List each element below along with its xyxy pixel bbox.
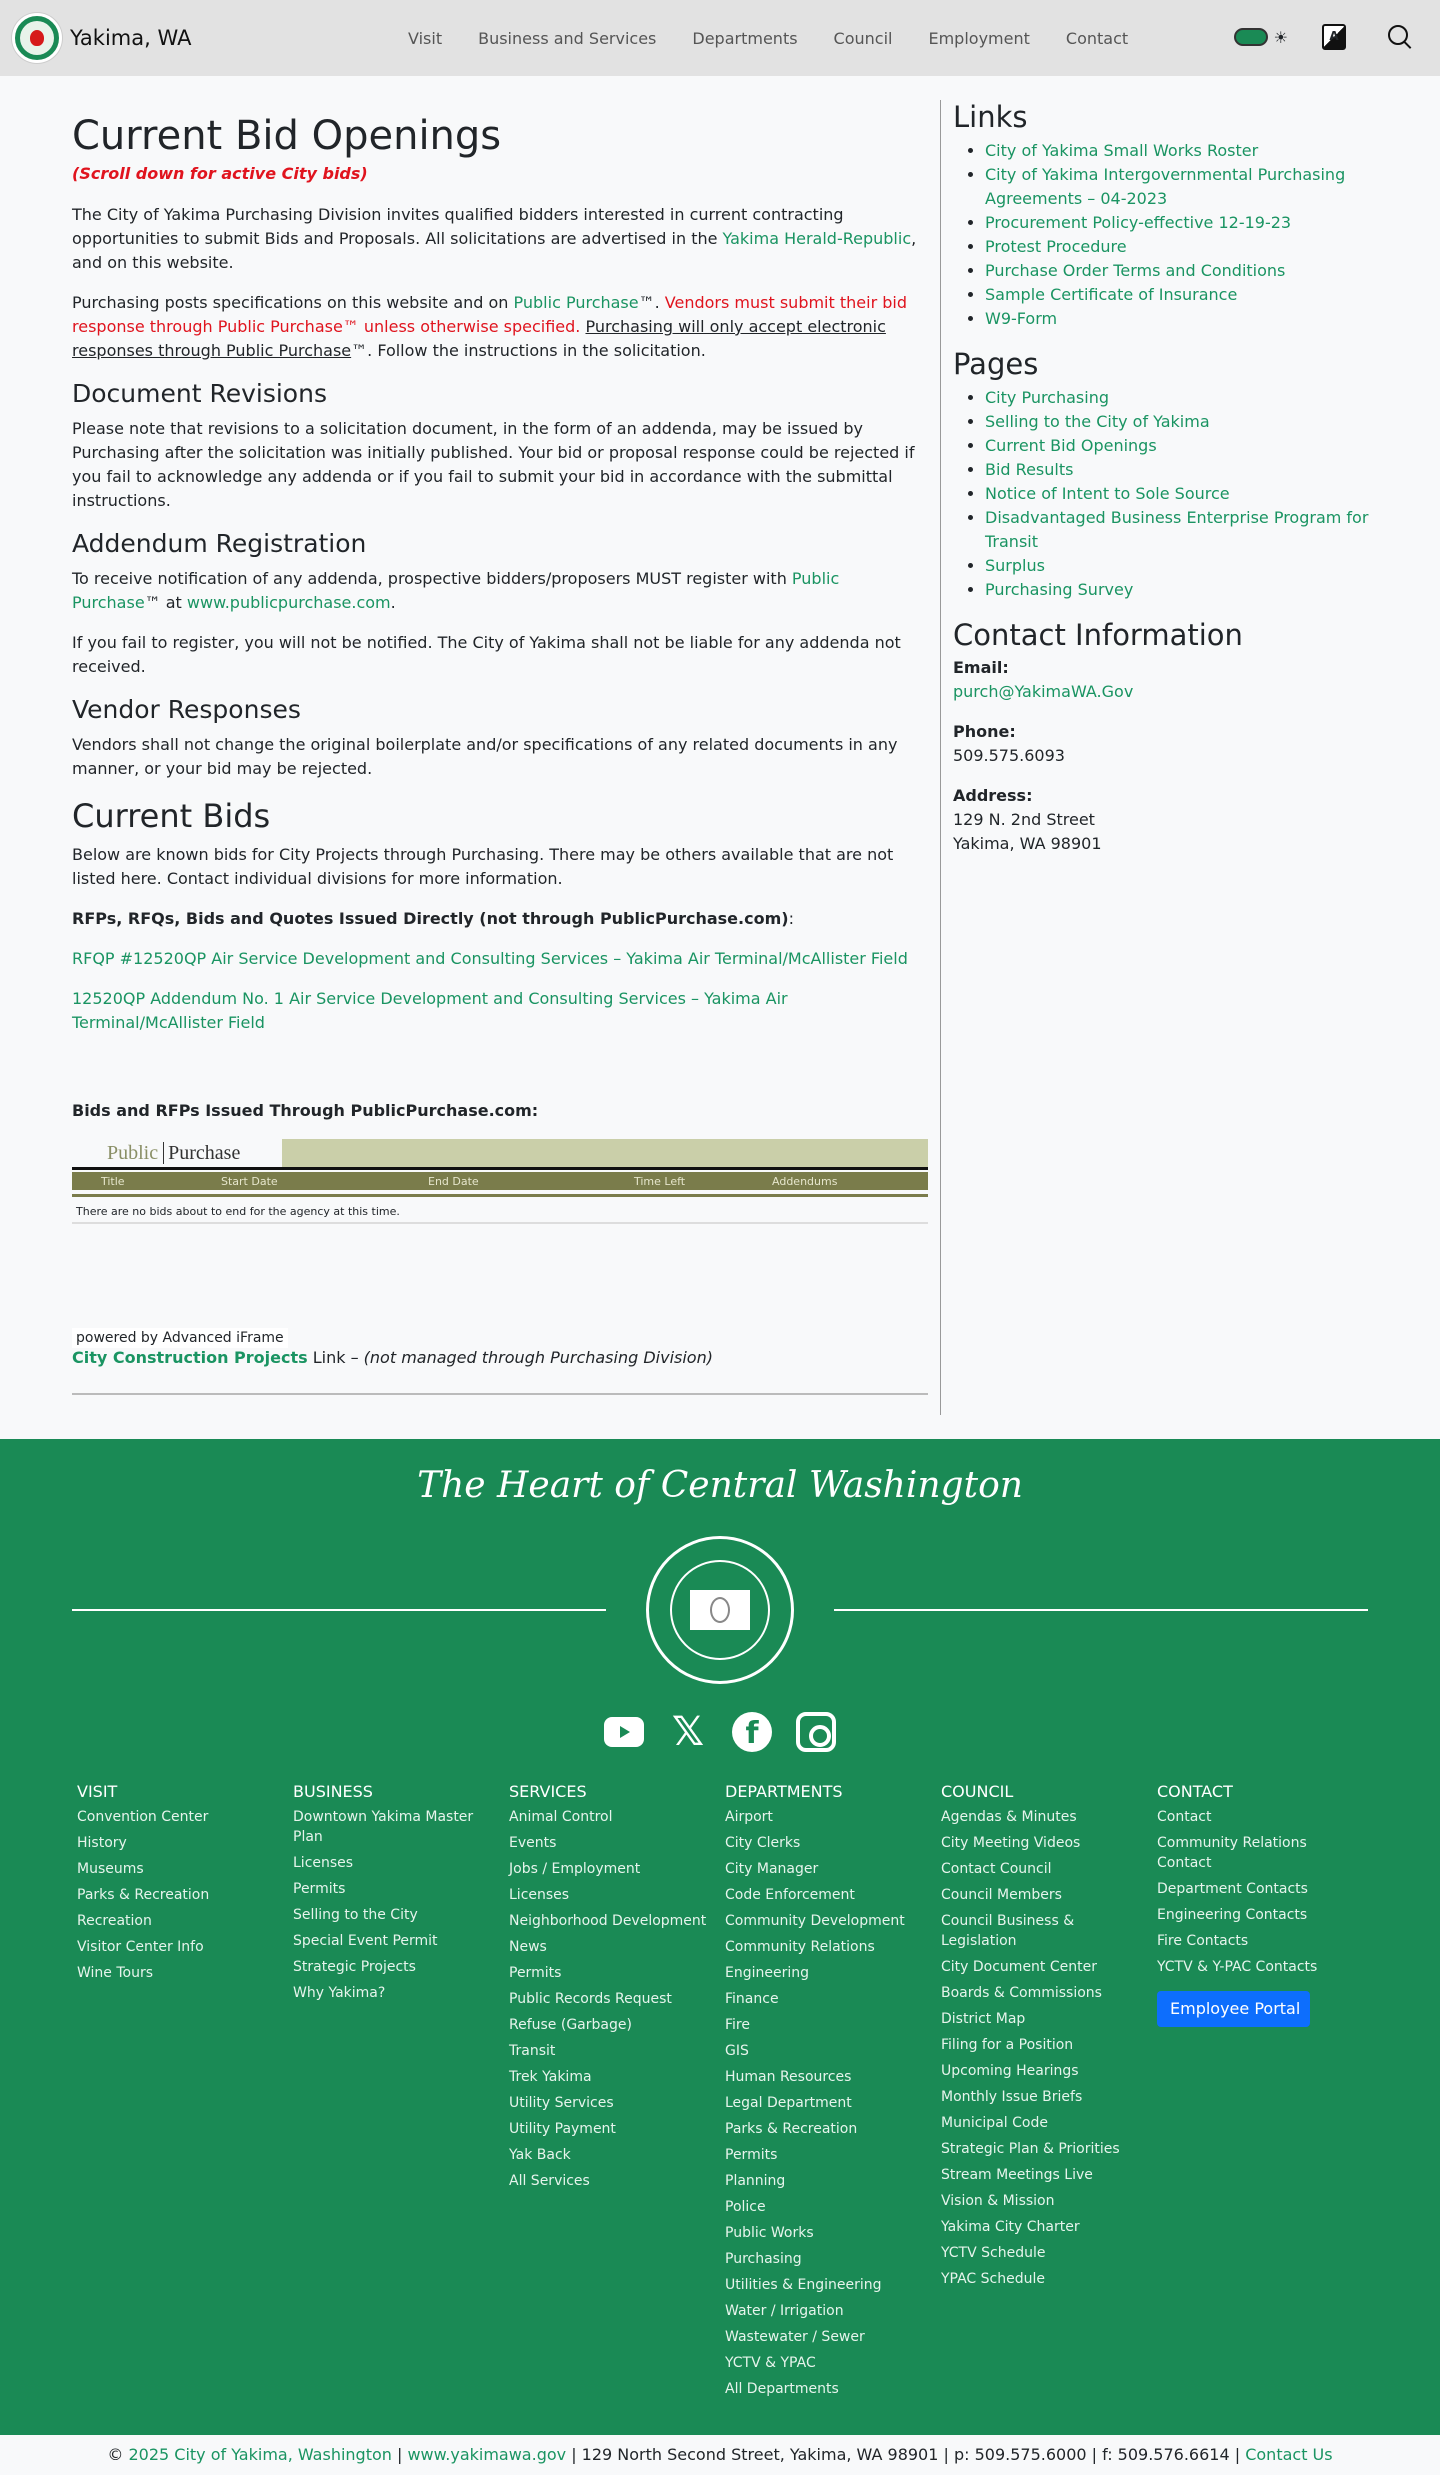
seal-row: [72, 1536, 1368, 1684]
public-purchase-logo: Public Purchase: [107, 1142, 241, 1164]
apple-icon: [710, 1597, 730, 1623]
pp-table-header: [72, 1172, 928, 1194]
footer-link[interactable]: Council Business & Legislation: [941, 1913, 1075, 1949]
sidebar-page[interactable]: Bid Results: [985, 459, 1074, 479]
pages-list: [953, 386, 1370, 602]
employee-portal-button[interactable]: Employee Portal: [1157, 1991, 1310, 2027]
footer-link[interactable]: Wine Tours: [77, 1965, 154, 1981]
phone-value: 509.575.6093: [953, 746, 1065, 766]
footer-link[interactable]: Animal Control: [509, 1809, 613, 1825]
powered-by: powered by Advanced iFrame: [72, 1328, 288, 1348]
footer-link[interactable]: Department Contacts: [1157, 1881, 1308, 1897]
footer-link[interactable]: Licenses: [293, 1855, 354, 1871]
footer-link[interactable]: Fire: [725, 2017, 750, 2033]
address-label: Address:: [953, 786, 1033, 806]
col-addendums[interactable]: Addendums: [772, 1174, 838, 1188]
site-link[interactable]: www.yakimawa.gov: [407, 2445, 567, 2464]
footer-link[interactable]: GIS: [725, 2043, 749, 2059]
vendor-heading: Vendor Responses: [72, 695, 301, 724]
footer-link[interactable]: Selling to the City: [293, 1907, 418, 1923]
footer-col-departments: DEPARTMENTS Airport City Clerks City Manager Code Enforcement Community Development Community Relations Engineering Finance Fire GIS Human Resources Legal Department Parks & Recreation Permits Planning Police Public Works Purchasing Utilities & Engineering Water / Irrigation Wastewater / Sewer YCTV & YPAC All Departments: [720, 1782, 936, 2405]
footer-link[interactable]: Engineering Contacts: [1157, 1907, 1308, 1923]
page-body: [0, 76, 1440, 1415]
footer-link[interactable]: Filing for a Position: [941, 2037, 1074, 2053]
footer-link[interactable]: Public Works: [725, 2225, 814, 2241]
footer-link[interactable]: YCTV Schedule: [941, 2245, 1046, 2261]
footer-col-contact: CONTACT Contact Community Relations Contact Department Contacts Engineering Contacts Fire Contacts YCTV & Y-PAC Contacts Employee Portal: [1152, 1782, 1368, 2405]
footer-link[interactable]: Agendas & Minutes: [941, 1809, 1077, 1825]
footer-link[interactable]: Municipal Code: [941, 2115, 1048, 2131]
footer-link[interactable]: Museums: [77, 1861, 144, 1877]
direct-heading: RFPs, RFQs, Bids and Quotes Issued Directly (not through PublicPurchase.com):: [72, 909, 794, 928]
nav-contact[interactable]: Contact: [1065, 28, 1129, 48]
x-twitter-icon[interactable]: 𝕏: [671, 1709, 705, 1755]
public-purchase-paragraph: Purchasing posts specifications on this website and on Public Purchase™. Vendors must submit their bid response through Public Purchase™ unless otherwise specified. Purchasing will only accept electronic responses through Public Purchase™. Follow the instructions in the solicitation.: [72, 293, 907, 360]
col-time-left[interactable]: Time Left: [634, 1174, 686, 1188]
apple-icon: [30, 30, 44, 46]
footer-link[interactable]: Permits: [293, 1881, 346, 1897]
footer-link[interactable]: City Manager: [725, 1861, 819, 1877]
nav-business[interactable]: Business and Services: [478, 28, 657, 48]
footer-link[interactable]: Water / Irrigation: [725, 2303, 844, 2319]
nav-employment[interactable]: Employment: [928, 28, 1030, 48]
theme-toggle[interactable]: [1234, 28, 1268, 46]
sidebar-page[interactable]: City Purchasing: [985, 387, 1109, 407]
publicpurchase-url-link[interactable]: www.publicpurchase.com: [186, 593, 391, 612]
footer-link[interactable]: Utility Payment: [509, 2121, 616, 2137]
sidebar-link[interactable]: City of Yakima Intergovernmental Purchasing Agreements – 04-2023: [985, 164, 1346, 208]
footer-link[interactable]: Fire Contacts: [1157, 1933, 1249, 1949]
doc-revisions-text: Please note that revisions to a solicitation document, in the form of an addenda, may be issued by Purchasing after the solicitation was initially published. Your bid or proposal response could be rejected if you fail to acknowledge any addenda or if you fail to submit your bid in accordance with the submittal instructions.: [72, 419, 915, 510]
footer-link[interactable]: Utility Services: [509, 2095, 614, 2111]
footer-link[interactable]: Council Members: [941, 1887, 1062, 1903]
footer-link[interactable]: Trek Yakima: [509, 2069, 592, 2085]
footer-link[interactable]: Engineering: [725, 1965, 809, 1981]
addendum-heading: Addendum Registration: [72, 529, 367, 558]
public-purchase-link-2[interactable]: Public Purchase: [72, 569, 840, 612]
header-tools: [1234, 24, 1412, 50]
sidebar-page[interactable]: Current Bid Openings: [985, 435, 1157, 455]
construction-projects-line: City Construction Projects Link – (not managed through Purchasing Division): [72, 1348, 713, 1367]
social-links: [72, 1710, 1368, 1754]
footer-col-services: SERVICES Animal Control Events Jobs / Employment Licenses Neighborhood Development News Permits Public Records Request Refuse (Garbage) Transit Trek Yakima Utility Services Utility Payment Yak Back All Services: [504, 1782, 720, 2405]
footer-link[interactable]: City Document Center: [941, 1959, 1097, 1975]
footer-link[interactable]: Yak Back: [509, 2147, 571, 2163]
address-line-2: Yakima, WA 98901: [953, 834, 1102, 854]
copyright-bar: © 2025 City of Yakima, Washington | www.yakimawa.gov | 129 North Second Street, Yakima, WA 98901 | p: 509.575.6000 | f: 509.576.6614 | Contact Us: [0, 2435, 1440, 2475]
doc-revisions-heading: Document Revisions: [72, 379, 327, 408]
footer-link[interactable]: Public Records Request: [509, 1991, 672, 2007]
city-seal: [646, 1536, 794, 1684]
footer-link[interactable]: YPAC Schedule: [941, 2271, 1045, 2287]
intro-paragraph: The City of Yakima Purchasing Division invites qualified bidders interested in current contracting opportunities to submit Bids and Proposals. All solicitations are advertised in the Yakima Herald-Republic, and on this website.: [72, 205, 917, 272]
col-start-date[interactable]: Start Date: [221, 1174, 278, 1188]
footer-link[interactable]: YCTV & YPAC: [725, 2355, 816, 2371]
sidebar: [940, 100, 1370, 1415]
pages-heading: Pages: [953, 346, 1039, 381]
footer-link[interactable]: Neighborhood Development: [509, 1913, 707, 1929]
brand-link[interactable]: Yakima, WA: [70, 26, 192, 50]
footer-link[interactable]: Contact Council: [941, 1861, 1052, 1877]
sidebar-page[interactable]: Selling to the City of Yakima: [985, 411, 1210, 431]
search-icon[interactable]: [1388, 25, 1412, 49]
public-purchase-link[interactable]: Public Purchase: [513, 293, 639, 312]
footer-link[interactable]: Parks & Recreation: [725, 2121, 858, 2137]
footer-link[interactable]: Community Relations: [725, 1939, 875, 1955]
footer-link[interactable]: Events: [509, 1835, 557, 1851]
footer-link[interactable]: Legal Department: [725, 2095, 852, 2111]
sidebar-page[interactable]: Notice of Intent to Sole Source: [985, 483, 1230, 503]
footer-link[interactable]: Planning: [725, 2173, 786, 2189]
footer-link[interactable]: Wastewater / Sewer: [725, 2329, 865, 2345]
footer-link[interactable]: History: [77, 1835, 127, 1851]
site-header: [0, 0, 1440, 76]
contact-us-link[interactable]: Contact Us: [1245, 2445, 1333, 2464]
footer-link[interactable]: Utilities & Engineering: [725, 2277, 882, 2293]
bid-link-item: [72, 947, 928, 971]
footer-link[interactable]: Strategic Plan & Priorities: [941, 2141, 1120, 2157]
footer-link[interactable]: Finance: [725, 1991, 779, 2007]
footer-link[interactable]: City Clerks: [725, 1835, 801, 1851]
footer-link[interactable]: Jobs / Employment: [509, 1861, 641, 1877]
bid-link-rfqp[interactable]: RFQP #12520QP Air Service Development and Consulting Services – Yakima Air Terminal/McAllister Field: [72, 949, 908, 968]
facebook-icon[interactable]: f: [730, 1710, 774, 1754]
tagline: The Heart of Central Washington: [417, 1465, 1023, 1506]
pp-heading: Bids and RFPs Issued Through PublicPurchase.com:: [72, 1101, 539, 1120]
sidebar-page[interactable]: Surplus: [985, 555, 1045, 575]
footer-link[interactable]: Community Development: [725, 1913, 905, 1929]
footer-link[interactable]: Purchasing: [725, 2251, 802, 2267]
footer-col-council: COUNCIL Agendas & Minutes City Meeting Videos Contact Council Council Members Council Business & Legislation City Document Center Boards & Commissions District Map Filing for a Position Upcoming Hearings Monthly Issue Briefs Municipal Code Strategic Plan & Priorities Stream Meetings Live Vision & Mission Yakima City Charter YCTV Schedule YPAC Schedule: [936, 1782, 1152, 2405]
current-bids-text: Below are known bids for City Projects through Purchasing. There may be others available that are not listed here. Contact individual divisions for more information.: [72, 845, 894, 888]
footer-link[interactable]: Code Enforcement: [725, 1887, 855, 1903]
footer-link[interactable]: Strategic Projects: [293, 1959, 416, 1975]
city-logo[interactable]: [12, 13, 62, 63]
instagram-icon[interactable]: [794, 1710, 838, 1754]
footer-link[interactable]: Stream Meetings Live: [941, 2167, 1093, 2183]
footer-link[interactable]: Contact: [1157, 1809, 1212, 1825]
footer-link[interactable]: Yakima City Charter: [941, 2219, 1080, 2235]
red-warning: Vendors must submit their bid response through Public Purchase™ unless otherwise specified.: [72, 293, 907, 336]
sidebar-link[interactable]: Procurement Policy-effective 12-19-23: [985, 212, 1292, 232]
nav-council[interactable]: Council: [833, 28, 893, 48]
sidebar-page[interactable]: Purchasing Survey: [985, 579, 1134, 599]
footer-link[interactable]: Visitor Center Info: [77, 1939, 204, 1955]
footer-link[interactable]: City Meeting Videos: [941, 1835, 1081, 1851]
footer-link[interactable]: Recreation: [77, 1913, 152, 1929]
main-content: [72, 100, 928, 1415]
footer-link[interactable]: Permits: [509, 1965, 562, 1981]
footer-link[interactable]: Parks & Recreation: [77, 1887, 210, 1903]
footer-link[interactable]: Refuse (Garbage): [509, 2017, 632, 2033]
construction-projects-link[interactable]: City Construction Projects: [72, 1348, 308, 1367]
copyright-link[interactable]: 2025 City of Yakima, Washington: [128, 2445, 392, 2464]
washington-state-icon: [690, 1590, 750, 1630]
links-list: [953, 139, 1370, 331]
footer-link[interactable]: Special Event Permit: [293, 1933, 438, 1949]
addendum-text-2: If you fail to register, you will not be notified. The City of Yakima shall not be liable for any addenda not received.: [72, 633, 901, 676]
addendum-text: To receive notification of any addenda, prospective bidders/proposers MUST register with Public Purchase™ at www.publicpurchase.com.: [72, 569, 840, 612]
footer-link[interactable]: Human Resources: [725, 2069, 852, 2085]
footer-link[interactable]: Vision & Mission: [941, 2193, 1055, 2209]
footer-link[interactable]: Permits: [725, 2147, 778, 2163]
links-heading: Links: [953, 100, 1028, 134]
sun-icon: ☀: [1273, 27, 1288, 47]
footer-link[interactable]: Licenses: [509, 1887, 570, 1903]
site-footer: [0, 1439, 1440, 2435]
sidebar-link[interactable]: Protest Procedure: [985, 236, 1127, 256]
scroll-note: (Scroll down for active City bids): [72, 164, 368, 183]
address-line-1: 129 N. 2nd Street: [953, 810, 1095, 830]
sidebar-page[interactable]: Disadvantaged Business Enterprise Program for Transit: [985, 507, 1369, 551]
youtube-icon[interactable]: [602, 1710, 646, 1754]
footer-link[interactable]: Transit: [509, 2043, 556, 2059]
col-title[interactable]: Title: [101, 1174, 125, 1188]
footer-link[interactable]: Upcoming Hearings: [941, 2063, 1079, 2079]
nav-departments[interactable]: Departments: [692, 28, 798, 48]
footer-columns: [72, 1782, 1368, 2405]
pp-empty-message: There are no bids about to end for the agency at this time.: [72, 1197, 928, 1224]
contact-heading: Contact Information: [953, 617, 1243, 652]
footer-link[interactable]: Police: [725, 2199, 766, 2215]
divider: [72, 1393, 928, 1395]
footer-link[interactable]: Airport: [725, 1809, 773, 1825]
bid-link-addendum[interactable]: 12520QP Addendum No. 1 Air Service Development and Consulting Services – Yakima Air Terminal/McAllister Field: [72, 989, 788, 1032]
footer-col-business: BUSINESS Downtown Yakima Master Plan Licenses Permits Selling to the City Special Event Permit Strategic Projects Why Yakima?: [288, 1782, 504, 2405]
footer-link[interactable]: Monthly Issue Briefs: [941, 2089, 1083, 2105]
nav-visit[interactable]: Visit: [408, 28, 443, 48]
vendor-text: Vendors shall not change the original boilerplate and/or specifications of any related documents in any manner, or your bid may be rejected.: [72, 735, 898, 778]
footer-link[interactable]: News: [509, 1939, 547, 1955]
footer-link[interactable]: YCTV & Y-PAC Contacts: [1157, 1959, 1318, 1975]
footer-link[interactable]: Downtown Yakima Master Plan: [293, 1809, 474, 1845]
sidebar-link[interactable]: City of Yakima Small Works Roster: [985, 140, 1259, 160]
footer-link[interactable]: Why Yakima?: [293, 1985, 386, 2001]
public-purchase-iframe: [72, 1139, 928, 1224]
col-end-date[interactable]: End Date: [428, 1174, 479, 1188]
email-label: Email:: [953, 658, 1009, 678]
footer-link[interactable]: All Services: [509, 2173, 590, 2189]
footer-link[interactable]: All Departments: [725, 2381, 839, 2397]
footer-link[interactable]: Community Relations Contact: [1157, 1835, 1307, 1871]
sidebar-link[interactable]: Purchase Order Terms and Conditions: [985, 260, 1286, 280]
footer-link[interactable]: Convention Center: [77, 1809, 209, 1825]
phone-label: Phone:: [953, 722, 1016, 742]
herald-link[interactable]: Yakima Herald-Republic: [722, 229, 912, 248]
translate-icon[interactable]: A: [1322, 24, 1346, 50]
sidebar-link[interactable]: Sample Certificate of Insurance: [985, 284, 1238, 304]
sidebar-link[interactable]: W9-Form: [985, 308, 1058, 328]
footer-link[interactable]: Boards & Commissions: [941, 1985, 1102, 2001]
footer-link[interactable]: District Map: [941, 2011, 1026, 2027]
main-nav: [408, 0, 1164, 76]
current-bids-heading: Current Bids: [72, 797, 271, 835]
bid-link-item: [72, 987, 928, 1035]
email-link[interactable]: purch@YakimaWA.Gov: [953, 682, 1134, 702]
page-title: Current Bid Openings: [72, 113, 502, 159]
footer-col-visit: VISIT Convention Center History Museums Parks & Recreation Recreation Visitor Center Info Wine Tours: [72, 1782, 288, 2405]
